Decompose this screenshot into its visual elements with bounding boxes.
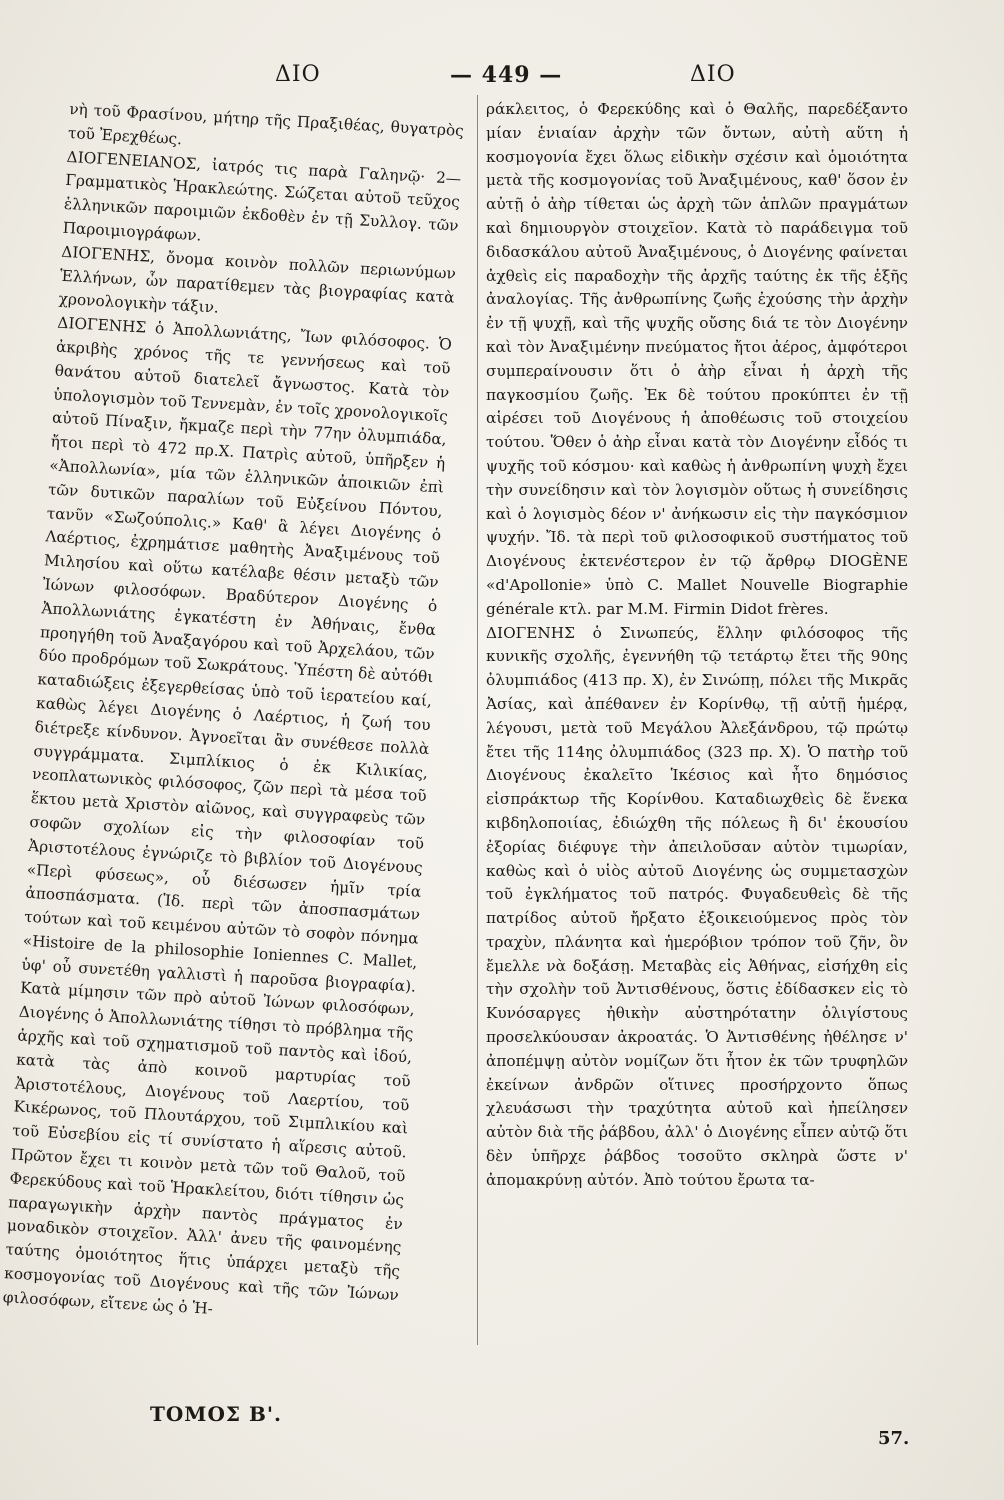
left-para-3: ΔΙΟΓΕΝΗΣ, ὄνομα κοινὸν πολλῶν περιωνύμων Ἑλλήνων, ὧν παρατίθεμεν τὰς βιογραφίας κατὰ χρονολογικὴν τάξιν. (58, 242, 457, 317)
left-column (2, 98, 464, 1332)
header-right-keyword: ΔΙΟ (690, 62, 736, 87)
left-para-2: ΔΙΟΓΕΝΕΙΑΝΟΣ, ἰατρός τις παρὰ Γαληνῷ· 2—Γραμματικὸς Ἡρακλεώτης. Σώζεται αὐτοῦ τεῦχος ἑλληνικῶν παροιμιῶν ἐκδοθὲν ἐν τῇ Συλλογ. τῶν Παροιμιογράφων. (62, 147, 462, 245)
left-para-4: ΔΙΟΓΕΝΗΣ ὁ Ἀπολλωνιάτης, Ἴων φιλόσοφος. Ὁ ἀκριβὴς χρόνος τῆς τε γεννήσεως καὶ τοῦ θανάτου αὐτοῦ διατελεῖ ἄγνωστος. Κατὰ τὸν ὑπολογισμὸν τοῦ Τεννεμὰν, ἐν τοῖς χρονολογικοῖς αὐτοῦ Πίναξιν, ἤκμαζε περὶ τὴν 77ην ὀλυμπιάδα, ἤτοι περὶ τὸ 472 πρ.Χ. Πατρὶς αὐτοῦ, ὑπῆρξεν ἡ «Ἀπολλωνία», μία τῶν ἑλληνικῶν ἀποικιῶν ἐπὶ τῶν δυτικῶν παραλίων τοῦ Εὐξείνου Πόντου, τανῦν «Σωζούπολις.» Καθ' ἃ λέγει Διογένης ὁ Λαέρτιος, ἐχρημάτισε μαθητὴς Ἀναξιμένους τοῦ Μιλησίου καὶ οὕτω κατέλαβε θέσιν μεταξὺ τῶν Ἰώνων φιλοσόφων. Βραδύτερον Διογένης ὁ Ἀπολλωνιάτης ἐγκατέστη ἐν Ἀθήναις, ἔνθα προηγήθη τοῦ Ἀναξαγόρου καὶ τοῦ Ἀρχελάου, τῶν δύο προδρόμων τοῦ Σωκράτους. Ὑπέστη δὲ αὐτόθι καταδιώξεις ἐξεγερθείσας ὑπὸ τοῦ ἱερατείου καί, καθὼς λέγει Διογένης ὁ Λαέρτιος, ἡ ζωή του διέτρεξε κίνδυνον. Ἀγνοεῖται ἂν συνέθεσε πολλὰ συγγράμματα. Σιμπλίκιος ὁ ἐκ Κιλικίας, νεοπλατωνικὸς φιλόσοφος, ζῶν περὶ τὰ μέσα τοῦ ἕκτου μετὰ Χριστὸν αἰῶνος, καὶ συγγραφεὺς τῶν σοφῶν σχολίων εἰς τὴν φιλοσοφίαν τοῦ Ἀριστοτέλους ἐγνώριζε τὸ βιβλίον τοῦ Διογένους «Περὶ φύσεως», οὗ διέσωσεν ἡμῖν τρία ἀποσπάσματα. (Ἰδ. περὶ τῶν ἀποσπασμάτων τούτων καὶ τοῦ κειμένου αὐτῶν τὸ σοφὸν πόνημα «Histoire de la philosophie Ioniennes C. Mallet, ὑφ' οὗ συνετέθη γαλλιστὶ ἡ παροῦσα βιογραφία). Κατὰ μίμησιν τῶν πρὸ αὐτοῦ Ἰώνων φιλοσόφων, Διογένης ὁ Ἀπολλωνιάτης τίθησι τὸ πρόβλημα τῆς ἀρχῆς καὶ τοῦ σχηματισμοῦ τοῦ παντὸς καὶ ἰδού, κατὰ τὰς ἀπὸ κοινοῦ μαρτυρίας τοῦ Ἀριστοτέλους, Διογένους τοῦ Λαερτίου, τοῦ Κικέρωνος, τοῦ Πλουτάρχου, τοῦ Σιμπλικίου καὶ τοῦ Εὐσεβίου εἰς τί συνίστατο ἡ αἵρεσις αὐτοῦ. Πρῶτον ἔχει τι κοινὸν μετὰ τῶν τοῦ Θαλοῦ, τοῦ Φερεκύδους καὶ τοῦ Ἡρακλείτου, διότι τίθησιν ὡς παραγωγικὴν ἀρχὴν παντὸς πράγματος ἐν μοναδικὸν στοιχεῖον. Ἀλλ' ἀνευ τῆς φαινομένης ταύτης ὁμοιότητος ἥτις ὑπάρχει μεταξὺ τῆς κοσμογονίας τοῦ Διογένους καὶ τῆς τῶν Ἰώνων φιλοσόφων, εἴτενε ὡς ὁ Ἡ- (2, 313, 453, 1318)
header-left-keyword: ΔΙΟ (275, 62, 321, 87)
volume-label: ΤΟΜΟΣ Β'. (150, 1402, 282, 1426)
left-para-1: νὴ τοῦ Φρασίνου, μήτηρ τῆς Πραξιθέας, θυγατρὸς τοῦ Ἐρεχθέως. (67, 99, 465, 149)
page-number: — 449 — (450, 62, 563, 88)
right-para-2: ΔΙΟΓΕΝΗΣ ὁ Σινωπεύς, ἕλλην φιλόσοφος τῆς κυνικῆς σχολῆς, ἐγεννήθη τῷ τετάρτῳ ἔτει τῆς 90ης ὀλυμπιάδος (413 πρ. Χ), ἐν Σινώπῃ, πόλει τῆς Μικρᾶς Ἀσίας, καὶ ἀπέθανεν ἐν Κορίνθῳ, τῇ αὐτῇ ἡμέρᾳ, λέγουσι, μετὰ τοῦ Μεγάλου Ἀλεξάνδρου, τῷ πρώτῳ ἔτει τῆς 114ης ὀλυμπιάδος (323 πρ. Χ). Ὁ πατὴρ τοῦ Διογένους ἐκαλεῖτο Ἱκέσιος καὶ ἦτο δημόσιος εἰσπράκτωρ τῆς Κορίνθου. Καταδιωχθεὶς δὲ ἕνεκα κιβδηλοποιίας, ἐδιώχθη τῆς πόλεως ἢ δι' ἑκουσίου ἐξορίας διέφυγε τὴν ἀπειλοῦσαν αὐτὸν τιμωρίαν, καθὼς καὶ ὁ υἱὸς αὐτοῦ Διογένης ὡς συμμετασχὼν τοῦ ἐγκλήματος τοῦ πατρός. Φυγαδευθεὶς δὲ τῆς πατρίδος αὐτοῦ ἤρξατο ἐξοικειούμενος πρὸς τὸν τραχὺν, πλάνητα καὶ ἡμερόβιον τρόπον τοῦ ζῆν, ὃν ἔμελλε νὰ δοξάσῃ. Μεταβὰς εἰς Ἀθήνας, εἰσήχθη εἰς τὴν σχολὴν τοῦ Ἀντισθένους, ὅστις ἐδίδασκεν εἰς τὸ Κυνόσαργες ἠθικὴν αὐστηρότατην ὀλιγίστους προσελκύουσαν ἀκροατάς. Ὁ Ἀντισθένης ἠθέλησε ν' ἀποπέμψῃ αὐτὸν νομίζων ὅτι ἦτον ἐκ τῶν τρυφηλῶν ἐκείνων ἀνδρῶν οἵτινες προσήρχοντο ὅπως χλευάσωσι τὴν τραχύτητα αὐτοῦ καὶ ἠπείλησεν αὐτὸν διὰ τῆς ῥάβδου, ἀλλ' ὁ Διογένης εἶπεν αὐτῷ ὅτι δὲν ὑπῆρχε ῥάβδος τοσοῦτο σκληρὰ ὥστε ν' ἀπομακρύνῃ αὐτόν. Ἀπὸ τούτου ἔρωτα τα- (486, 623, 908, 1189)
right-column (486, 98, 908, 1193)
column-divider (477, 95, 478, 1345)
right-para-1: ράκλειτος, ὁ Φερεκύδης καὶ ὁ Θαλῆς, παρεδέξαντο μίαν ἑνιαίαν ἀρχὴν τῶν ὄντων, αὐτὴ αὕτη ἡ κοσμογονία ἔχει ὅλως εἰδικὴν σχέσιν καὶ ὁμοιότητα μετὰ τῆς κοσμογονίας τοῦ Ἀναξιμένους, καθ' ὅσον ἐν αὐτῇ ὁ ἀὴρ τίθεται ὡς ἀρχὴ τῶν ἁπλῶν πραγμάτων καὶ δημιουργὸν στοιχεῖον. Κατὰ τὸ παράδειγμα τοῦ διδασκάλου αὐτοῦ Ἀναξιμένους, ὁ Διογένης φαίνεται ἀχθεὶς εἰς παραδοχὴν τῆς ἀρχῆς ταύτης ἐκ τῆς ἑξῆς ἀναλογίας. Τῆς ἀνθρωπίνης ζωῆς ἐχούσης τὴν ἀρχὴν ἐν τῇ ψυχῇ, καὶ τῆς ψυχῆς οὔσης διά τε τὸν Διογένην καὶ τὸν Ἀναξιμένην πνεύματος ἤτοι ἀέρος, ἀμφότεροι συμπεραίνουσιν ὅτι ὁ ἀὴρ εἶναι ἡ ἀρχὴ τῆς παγκοσμίου ζωῆς. Ἐκ δὲ τούτου προκύπτει ἐν τῇ αἱρέσει τοῦ Διογένους ἡ ἀποθέωσις τοῦ στοιχείου τούτου. Ὅθεν ὁ ἀὴρ εἶναι κατὰ τὸν Διογένην εἶδός τι ψυχῆς τοῦ κόσμου· καὶ καθὼς ἡ ἀνθρωπίνη ψυχὴ ἔχει τὴν συνείδησιν καὶ τὸν λογισμὸν οὕτως ἡ συνείδησις καὶ ὁ λογισμὸς δέον ν' ἀνήκωσιν εἰς τὴν παγκόσμιον ψυχήν. Ἴδ. τὰ περὶ τοῦ φιλοσοφικοῦ συστήματος τοῦ Διογένους ἐκτενέστερον ἐν τῷ ἄρθρῳ DIOGÈNE «d'Apollonie» ὑπὸ C. Mallet Nouvelle Biographie générale κτλ. par M.M. Firmin Didot frères. (486, 100, 908, 618)
signature-mark: 57. (878, 1428, 910, 1449)
running-header (60, 62, 940, 92)
